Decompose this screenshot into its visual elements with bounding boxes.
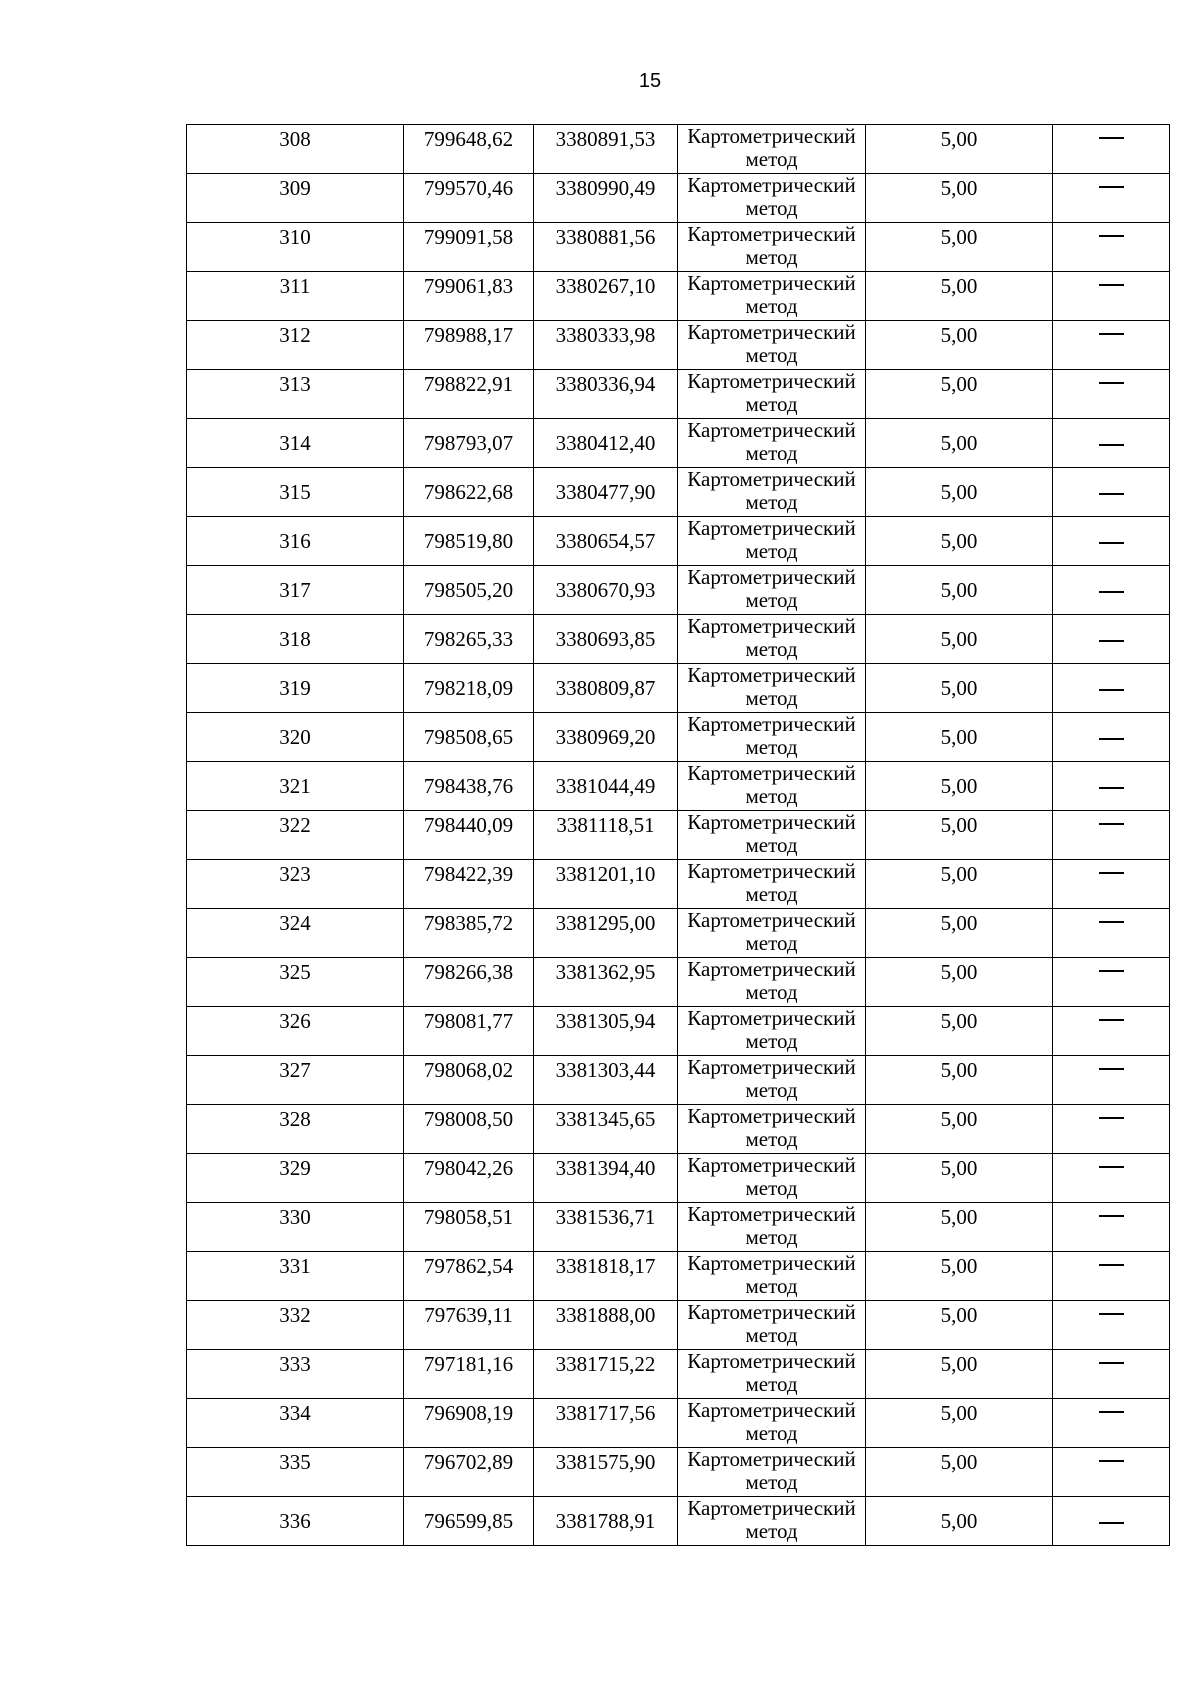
method-cell: Картометрический метод — [678, 125, 866, 174]
table-row — [187, 125, 1170, 174]
dash-mark — [1099, 591, 1124, 593]
precision-cell: 5,00 — [866, 1497, 1053, 1546]
dash-mark — [1099, 921, 1124, 923]
table-row — [187, 468, 1170, 517]
table-row — [187, 713, 1170, 762]
point-number-cell: 311 — [187, 272, 404, 321]
y-coordinate-cell: 3381394,40 — [534, 1154, 678, 1203]
note-cell — [1053, 1497, 1170, 1546]
y-coordinate-cell: 3380654,57 — [534, 517, 678, 566]
method-cell: Картометрический метод — [678, 811, 866, 860]
note-cell — [1053, 272, 1170, 321]
point-number-cell: 333 — [187, 1350, 404, 1399]
y-coordinate-cell: 3380670,93 — [534, 566, 678, 615]
table-row — [187, 958, 1170, 1007]
precision-cell: 5,00 — [866, 517, 1053, 566]
method-cell: Картометрический метод — [678, 664, 866, 713]
precision-cell: 5,00 — [866, 468, 1053, 517]
dash-mark — [1099, 1019, 1124, 1021]
x-coordinate-cell: 798793,07 — [404, 419, 534, 468]
table-row — [187, 223, 1170, 272]
x-coordinate-cell: 798622,68 — [404, 468, 534, 517]
method-cell: Картометрический метод — [678, 370, 866, 419]
precision-cell: 5,00 — [866, 1007, 1053, 1056]
method-cell: Картометрический метод — [678, 1350, 866, 1399]
method-cell: Картометрический метод — [678, 615, 866, 664]
x-coordinate-cell: 798988,17 — [404, 321, 534, 370]
x-coordinate-cell: 796599,85 — [404, 1497, 534, 1546]
point-number-cell: 319 — [187, 664, 404, 713]
note-cell — [1053, 713, 1170, 762]
method-cell: Картометрический метод — [678, 860, 866, 909]
precision-cell: 5,00 — [866, 272, 1053, 321]
x-coordinate-cell: 799648,62 — [404, 125, 534, 174]
dash-mark — [1099, 1117, 1124, 1119]
dash-mark — [1099, 1166, 1124, 1168]
method-cell: Картометрический метод — [678, 272, 866, 321]
table-row — [187, 370, 1170, 419]
dash-mark — [1099, 382, 1124, 384]
precision-cell: 5,00 — [866, 174, 1053, 223]
table-row — [187, 517, 1170, 566]
method-cell: Картометрический метод — [678, 1252, 866, 1301]
table-row — [187, 272, 1170, 321]
precision-cell: 5,00 — [866, 909, 1053, 958]
method-cell: Картометрический метод — [678, 1007, 866, 1056]
method-cell: Картометрический метод — [678, 1203, 866, 1252]
point-number-cell: 328 — [187, 1105, 404, 1154]
x-coordinate-cell: 797639,11 — [404, 1301, 534, 1350]
point-number-cell: 308 — [187, 125, 404, 174]
precision-cell: 5,00 — [866, 664, 1053, 713]
precision-cell: 5,00 — [866, 1105, 1053, 1154]
method-cell: Картометрический метод — [678, 713, 866, 762]
y-coordinate-cell: 3380990,49 — [534, 174, 678, 223]
method-cell: Картометрический метод — [678, 909, 866, 958]
dash-mark — [1099, 1068, 1124, 1070]
point-number-cell: 322 — [187, 811, 404, 860]
note-cell — [1053, 370, 1170, 419]
note-cell — [1053, 1105, 1170, 1154]
y-coordinate-cell: 3381044,49 — [534, 762, 678, 811]
x-coordinate-cell: 798008,50 — [404, 1105, 534, 1154]
dash-mark — [1099, 542, 1124, 544]
precision-cell: 5,00 — [866, 1399, 1053, 1448]
note-cell — [1053, 1252, 1170, 1301]
note-cell — [1053, 1203, 1170, 1252]
point-number-cell: 309 — [187, 174, 404, 223]
method-cell: Картометрический метод — [678, 468, 866, 517]
note-cell — [1053, 615, 1170, 664]
dash-mark — [1099, 493, 1124, 495]
precision-cell: 5,00 — [866, 370, 1053, 419]
point-number-cell: 313 — [187, 370, 404, 419]
table-row — [187, 1399, 1170, 1448]
point-number-cell: 314 — [187, 419, 404, 468]
method-cell: Картометрический метод — [678, 762, 866, 811]
table-row — [187, 1448, 1170, 1497]
page-number: 15 — [638, 70, 662, 92]
table-row — [187, 762, 1170, 811]
table-row — [187, 174, 1170, 223]
y-coordinate-cell: 3381345,65 — [534, 1105, 678, 1154]
y-coordinate-cell: 3380333,98 — [534, 321, 678, 370]
dash-mark — [1099, 235, 1124, 237]
note-cell — [1053, 321, 1170, 370]
y-coordinate-cell: 3381715,22 — [534, 1350, 678, 1399]
y-coordinate-cell: 3380969,20 — [534, 713, 678, 762]
y-coordinate-cell: 3380881,56 — [534, 223, 678, 272]
y-coordinate-cell: 3381362,95 — [534, 958, 678, 1007]
x-coordinate-cell: 798505,20 — [404, 566, 534, 615]
precision-cell: 5,00 — [866, 713, 1053, 762]
x-coordinate-cell: 798822,91 — [404, 370, 534, 419]
x-coordinate-cell: 796908,19 — [404, 1399, 534, 1448]
precision-cell: 5,00 — [866, 1056, 1053, 1105]
y-coordinate-cell: 3381717,56 — [534, 1399, 678, 1448]
method-cell: Картометрический метод — [678, 1154, 866, 1203]
x-coordinate-cell: 798440,09 — [404, 811, 534, 860]
y-coordinate-cell: 3380267,10 — [534, 272, 678, 321]
dash-mark — [1099, 1411, 1124, 1413]
table-row — [187, 811, 1170, 860]
precision-cell: 5,00 — [866, 958, 1053, 1007]
x-coordinate-cell: 798058,51 — [404, 1203, 534, 1252]
dash-mark — [1099, 1460, 1124, 1462]
dash-mark — [1099, 333, 1124, 335]
point-number-cell: 321 — [187, 762, 404, 811]
y-coordinate-cell: 3381575,90 — [534, 1448, 678, 1497]
point-number-cell: 336 — [187, 1497, 404, 1546]
method-cell: Картометрический метод — [678, 1056, 866, 1105]
note-cell — [1053, 125, 1170, 174]
precision-cell: 5,00 — [866, 1154, 1053, 1203]
note-cell — [1053, 419, 1170, 468]
precision-cell: 5,00 — [866, 762, 1053, 811]
table-row — [187, 615, 1170, 664]
table-row — [187, 1497, 1170, 1546]
precision-cell: 5,00 — [866, 1301, 1053, 1350]
y-coordinate-cell: 3380809,87 — [534, 664, 678, 713]
table-row — [187, 1301, 1170, 1350]
dash-mark — [1099, 640, 1124, 642]
dash-mark — [1099, 1362, 1124, 1364]
x-coordinate-cell: 798438,76 — [404, 762, 534, 811]
method-cell: Картометрический метод — [678, 958, 866, 1007]
note-cell — [1053, 174, 1170, 223]
note-cell — [1053, 762, 1170, 811]
point-number-cell: 320 — [187, 713, 404, 762]
method-cell: Картометрический метод — [678, 1301, 866, 1350]
dash-mark — [1099, 186, 1124, 188]
table-row — [187, 1056, 1170, 1105]
point-number-cell: 325 — [187, 958, 404, 1007]
point-number-cell: 334 — [187, 1399, 404, 1448]
x-coordinate-cell: 796702,89 — [404, 1448, 534, 1497]
x-coordinate-cell: 798042,26 — [404, 1154, 534, 1203]
method-cell: Картометрический метод — [678, 1448, 866, 1497]
note-cell — [1053, 468, 1170, 517]
precision-cell: 5,00 — [866, 1252, 1053, 1301]
x-coordinate-cell: 798422,39 — [404, 860, 534, 909]
method-cell: Картометрический метод — [678, 1497, 866, 1546]
y-coordinate-cell: 3380477,90 — [534, 468, 678, 517]
coordinates-table-body — [187, 125, 1170, 1546]
table-row — [187, 1007, 1170, 1056]
x-coordinate-cell: 798385,72 — [404, 909, 534, 958]
dash-mark — [1099, 787, 1124, 789]
y-coordinate-cell: 3381788,91 — [534, 1497, 678, 1546]
method-cell: Картометрический метод — [678, 174, 866, 223]
x-coordinate-cell: 798519,80 — [404, 517, 534, 566]
x-coordinate-cell: 799061,83 — [404, 272, 534, 321]
y-coordinate-cell: 3381303,44 — [534, 1056, 678, 1105]
point-number-cell: 335 — [187, 1448, 404, 1497]
y-coordinate-cell: 3380412,40 — [534, 419, 678, 468]
y-coordinate-cell: 3381295,00 — [534, 909, 678, 958]
dash-mark — [1099, 1264, 1124, 1266]
precision-cell: 5,00 — [866, 223, 1053, 272]
note-cell — [1053, 1154, 1170, 1203]
y-coordinate-cell: 3381201,10 — [534, 860, 678, 909]
point-number-cell: 330 — [187, 1203, 404, 1252]
method-cell: Картометрический метод — [678, 223, 866, 272]
x-coordinate-cell: 798218,09 — [404, 664, 534, 713]
note-cell — [1053, 811, 1170, 860]
method-cell: Картометрический метод — [678, 1399, 866, 1448]
precision-cell: 5,00 — [866, 566, 1053, 615]
note-cell — [1053, 517, 1170, 566]
precision-cell: 5,00 — [866, 811, 1053, 860]
point-number-cell: 315 — [187, 468, 404, 517]
x-coordinate-cell: 798508,65 — [404, 713, 534, 762]
precision-cell: 5,00 — [866, 419, 1053, 468]
method-cell: Картометрический метод — [678, 566, 866, 615]
table-row — [187, 566, 1170, 615]
point-number-cell: 317 — [187, 566, 404, 615]
dash-mark — [1099, 1313, 1124, 1315]
point-number-cell: 316 — [187, 517, 404, 566]
table-row — [187, 664, 1170, 713]
dash-mark — [1099, 689, 1124, 691]
table-row — [187, 1203, 1170, 1252]
method-cell: Картометрический метод — [678, 1105, 866, 1154]
dash-mark — [1099, 970, 1124, 972]
y-coordinate-cell: 3381118,51 — [534, 811, 678, 860]
point-number-cell: 323 — [187, 860, 404, 909]
x-coordinate-cell: 798265,33 — [404, 615, 534, 664]
y-coordinate-cell: 3381888,00 — [534, 1301, 678, 1350]
method-cell: Картометрический метод — [678, 517, 866, 566]
note-cell — [1053, 958, 1170, 1007]
note-cell — [1053, 1056, 1170, 1105]
precision-cell: 5,00 — [866, 615, 1053, 664]
y-coordinate-cell: 3380891,53 — [534, 125, 678, 174]
y-coordinate-cell: 3381305,94 — [534, 1007, 678, 1056]
dash-mark — [1099, 137, 1124, 139]
point-number-cell: 310 — [187, 223, 404, 272]
x-coordinate-cell: 798266,38 — [404, 958, 534, 1007]
dash-mark — [1099, 284, 1124, 286]
note-cell — [1053, 1350, 1170, 1399]
note-cell — [1053, 1448, 1170, 1497]
point-number-cell: 327 — [187, 1056, 404, 1105]
point-number-cell: 326 — [187, 1007, 404, 1056]
point-number-cell: 331 — [187, 1252, 404, 1301]
dash-mark — [1099, 738, 1124, 740]
x-coordinate-cell: 799570,46 — [404, 174, 534, 223]
x-coordinate-cell: 798081,77 — [404, 1007, 534, 1056]
table-row — [187, 419, 1170, 468]
note-cell — [1053, 1007, 1170, 1056]
x-coordinate-cell: 799091,58 — [404, 223, 534, 272]
precision-cell: 5,00 — [866, 1448, 1053, 1497]
x-coordinate-cell: 797181,16 — [404, 1350, 534, 1399]
dash-mark — [1099, 1215, 1124, 1217]
precision-cell: 5,00 — [866, 125, 1053, 174]
y-coordinate-cell: 3380693,85 — [534, 615, 678, 664]
note-cell — [1053, 860, 1170, 909]
table-row — [187, 1252, 1170, 1301]
point-number-cell: 312 — [187, 321, 404, 370]
table-row — [187, 321, 1170, 370]
precision-cell: 5,00 — [866, 1350, 1053, 1399]
table-row — [187, 909, 1170, 958]
y-coordinate-cell: 3381818,17 — [534, 1252, 678, 1301]
dash-mark — [1099, 444, 1124, 446]
table-row — [187, 1350, 1170, 1399]
dash-mark — [1099, 872, 1124, 874]
method-cell: Картометрический метод — [678, 321, 866, 370]
y-coordinate-cell: 3380336,94 — [534, 370, 678, 419]
point-number-cell: 324 — [187, 909, 404, 958]
x-coordinate-cell: 797862,54 — [404, 1252, 534, 1301]
table-row — [187, 1154, 1170, 1203]
note-cell — [1053, 1301, 1170, 1350]
y-coordinate-cell: 3381536,71 — [534, 1203, 678, 1252]
precision-cell: 5,00 — [866, 321, 1053, 370]
note-cell — [1053, 664, 1170, 713]
note-cell — [1053, 566, 1170, 615]
point-number-cell: 318 — [187, 615, 404, 664]
table-row — [187, 1105, 1170, 1154]
table-row — [187, 860, 1170, 909]
precision-cell: 5,00 — [866, 1203, 1053, 1252]
note-cell — [1053, 223, 1170, 272]
precision-cell: 5,00 — [866, 860, 1053, 909]
dash-mark — [1099, 823, 1124, 825]
dash-mark — [1099, 1522, 1124, 1524]
point-number-cell: 332 — [187, 1301, 404, 1350]
note-cell — [1053, 1399, 1170, 1448]
method-cell: Картометрический метод — [678, 419, 866, 468]
note-cell — [1053, 909, 1170, 958]
coordinates-table — [186, 124, 1170, 1546]
x-coordinate-cell: 798068,02 — [404, 1056, 534, 1105]
point-number-cell: 329 — [187, 1154, 404, 1203]
